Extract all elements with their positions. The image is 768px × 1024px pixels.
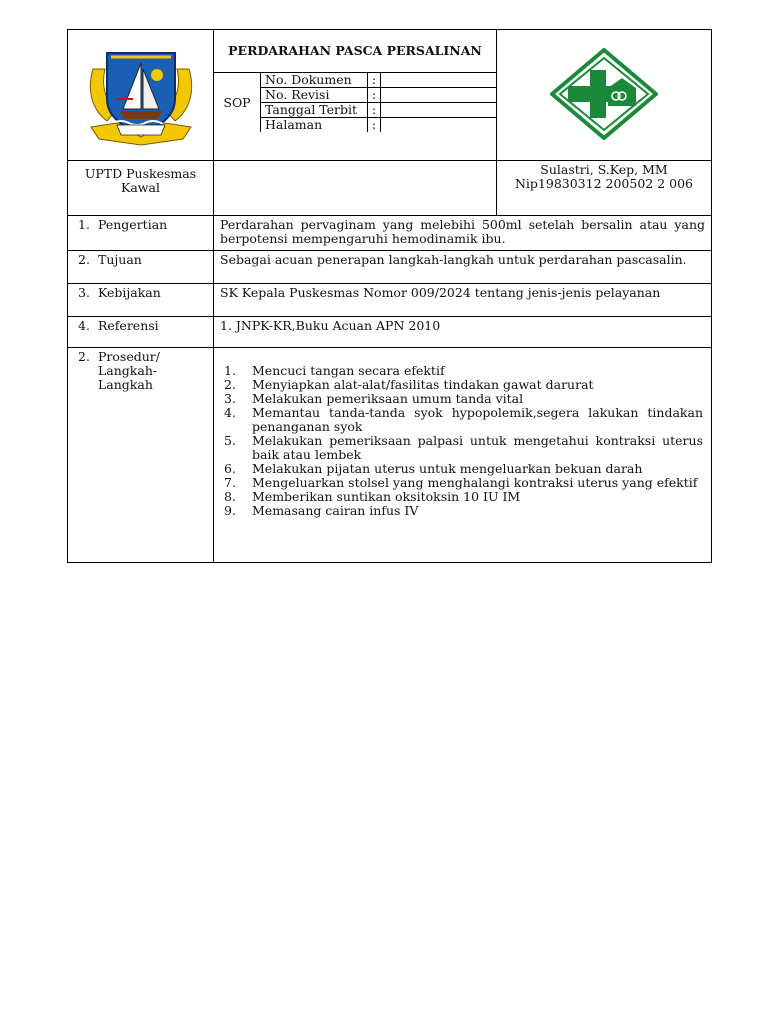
section-number: 2. (78, 349, 90, 364)
section-label: Referensi (98, 318, 159, 333)
organization-name: UPTD Puskesmas Kawal (68, 161, 214, 216)
meta-row-document-number (261, 73, 496, 88)
list-item: 4. Memantau tanda-tanda syok hypopolemik,segera lakukan tindakan penanganan syok (224, 405, 703, 434)
meta-value (381, 103, 496, 117)
meta-colon: : (368, 118, 381, 132)
section-label-cell (68, 216, 214, 251)
puskesmas-logo-cell (497, 30, 712, 161)
procedure-steps (214, 348, 711, 532)
list-item: 8. Memberikan suntikan oksitoksin 10 IU IM (224, 489, 521, 504)
sop-document (67, 29, 712, 563)
section-label-cell (68, 251, 214, 284)
meta-key: Tanggal Terbit (261, 103, 368, 117)
signatory-nip: Nip19830312 200502 2 006 (514, 176, 693, 191)
list-item: 9. Memasang cairan infus IV (224, 503, 419, 518)
procedure-label-cell (68, 348, 214, 563)
list-item: 2. Menyiapkan alat-alat/fasilitas tindakan gawat darurat (224, 377, 594, 392)
section-row-kebijakan (68, 284, 712, 317)
section-number: 3. (78, 285, 90, 300)
section-number: 1. (78, 217, 90, 232)
meta-row-revision (261, 88, 496, 103)
list-item: 1. Mencuci tangan secara efektif (224, 363, 445, 378)
meta-key: Halaman (261, 118, 368, 132)
signatory-name: Sulastri, S.Kep, MM (540, 162, 668, 177)
document-title: PERDARAHAN PASCA PERSALINAN (214, 30, 496, 73)
section-text: Perdarahan pervaginam yang melebihi 500ml setelah bersalin atau yang berpotensi mempengaruhi hemodinamik ibu. (214, 216, 712, 251)
list-item: 7. Mengeluarkan stolsel yang menghalangi kontraksi uterus yang efektif (224, 475, 698, 490)
sop-header-cell (214, 30, 497, 161)
section-label: Prosedur/ Langkah-Langkah (98, 349, 160, 392)
list-item: 5. Melakukan pemeriksaan palpasi untuk mengetahui kontraksi uterus baik atau lembek (224, 433, 703, 462)
section-text: SK Kepala Puskesmas Nomor 009/2024 tentang jenis-jenis pelayanan (214, 284, 712, 317)
list-item: 3. Melakukan pemeriksaan umum tanda vital (224, 391, 524, 406)
signatory-cell (497, 161, 712, 216)
meta-colon: : (368, 73, 381, 87)
section-number: 2. (78, 252, 90, 267)
section-text: Sebagai acuan penerapan langkah-langkah untuk perdarahan pascasalin. (214, 251, 712, 284)
section-label-cell (68, 284, 214, 317)
sop-label: SOP (214, 73, 261, 132)
meta-row-page (261, 118, 496, 132)
meta-value (381, 88, 496, 102)
section-row-pengertian (68, 216, 712, 251)
sop-meta-block (214, 73, 496, 132)
section-label: Kebijakan (98, 285, 161, 300)
meta-key: No. Revisi (261, 88, 368, 102)
puskesmas-logo-icon (550, 48, 658, 140)
section-row-referensi (68, 317, 712, 348)
blank-cell (214, 161, 497, 216)
procedure-label (68, 348, 213, 392)
section-label-cell (68, 317, 214, 348)
meta-colon: : (368, 88, 381, 102)
procedure-steps-cell (214, 348, 712, 563)
meta-key: No. Dokumen (261, 73, 368, 87)
meta-row-issue-date (261, 103, 496, 118)
regency-emblem-cell (68, 30, 214, 161)
section-number: 4. (78, 318, 90, 333)
sop-table (67, 29, 712, 563)
meta-value (381, 73, 496, 87)
section-label: Tujuan (98, 252, 142, 267)
meta-colon: : (368, 103, 381, 117)
section-label: Pengertian (98, 217, 168, 232)
regency-emblem-icon (77, 39, 205, 149)
section-text: 1. JNPK-KR,Buku Acuan APN 2010 (214, 317, 712, 348)
section-row-tujuan (68, 251, 712, 284)
meta-value (381, 118, 496, 132)
section-row-prosedur (68, 348, 712, 563)
list-item: 6. Melakukan pijatan uterus untuk mengeluarkan bekuan darah (224, 461, 643, 476)
meta-table (261, 73, 496, 132)
